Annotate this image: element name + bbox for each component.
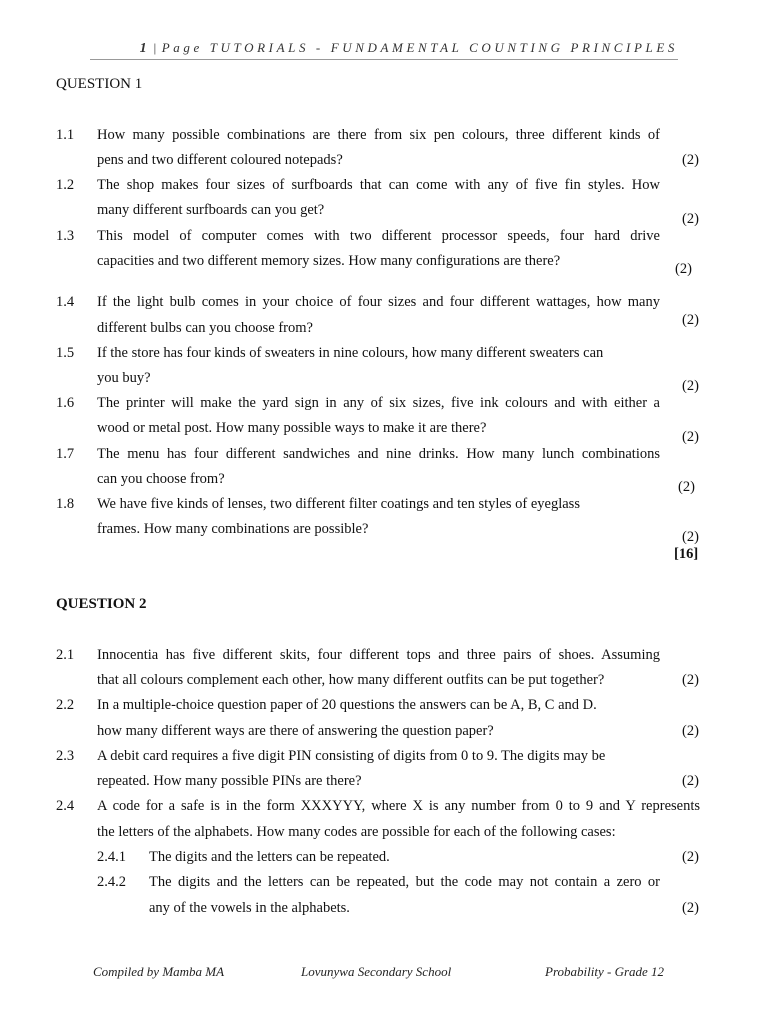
item-text: how many different ways are there of answering the question paper? (97, 723, 494, 739)
item-text: Innocentia has five different skits, four different tops and three pairs of shoes. Assuming (97, 647, 660, 663)
item-text: The menu has four different sandwiches and nine drinks. How many lunch combinations (97, 446, 660, 462)
item-text: wood or metal post. How many possible ways to make it are there? (97, 420, 487, 436)
question-1-total: [16] (674, 546, 699, 562)
item-number: 2.2 (56, 697, 75, 713)
subitem-text: The digits and the letters can be repeated. (149, 849, 390, 865)
item-text: that all colours complement each other, how many different outfits can be put together? (97, 672, 605, 688)
question-2-heading: QUESTION 2 (56, 596, 147, 612)
subitem-number: 2.4.2 (97, 874, 126, 890)
header-separator: | (148, 40, 162, 55)
item-mark: (2) (682, 211, 699, 227)
item-number: 1.5 (56, 345, 75, 361)
subitem-number: 2.4.1 (97, 849, 126, 865)
item-text: In a multiple-choice question paper of 20 questions the answers can be A, B, C and D. (97, 697, 597, 713)
footer-subject: Probability - Grade 12 (545, 964, 665, 979)
question-1-heading: QUESTION 1 (56, 76, 143, 92)
item-mark: (2) (682, 429, 699, 445)
item-mark: (2) (682, 529, 699, 545)
item-mark: (2) (682, 312, 699, 328)
subitem-text: The digits and the letters can be repeated, but the code may not contain a zero or (149, 874, 660, 890)
item-number: 1.1 (56, 127, 75, 143)
header-title: TUTORIALS - FUNDAMENTAL COUNTING PRINCIPLES (209, 40, 678, 55)
item-text: you buy? (97, 370, 151, 386)
item-text: different bulbs can you choose from? (97, 320, 313, 336)
item-number: 1.2 (56, 177, 75, 193)
item-mark: (2) (675, 261, 692, 277)
item-mark: (2) (682, 378, 699, 394)
item-text: If the store has four kinds of sweaters in nine colours, how many different sweaters can (97, 345, 604, 361)
item-text: frames. How many combinations are possible? (97, 521, 369, 537)
item-number: 2.1 (56, 647, 75, 663)
item-text: pens and two different coloured notepads? (97, 152, 343, 168)
item-text: The shop makes four sizes of surfboards that can come with any of five fin styles. How (97, 177, 660, 193)
page-header (90, 40, 678, 57)
footer-school: Lovunywa Secondary School (301, 964, 452, 979)
subitem-text: any of the vowels in the alphabets. (149, 900, 350, 916)
item-number: 1.3 (56, 228, 75, 244)
item-text: A code for a safe is in the form XXXYYY, where X is any number from 0 to 9 and Y represents (97, 798, 700, 814)
item-mark: (2) (682, 152, 699, 168)
item-mark: (2) (682, 672, 699, 688)
item-text: We have five kinds of lenses, two different filter coatings and ten styles of eyeglass (97, 496, 580, 512)
item-mark: (2) (682, 849, 699, 865)
item-number: 1.7 (56, 446, 75, 462)
item-number: 1.6 (56, 395, 75, 411)
item-text: If the light bulb comes in your choice of four sizes and four different wattages, how many (97, 294, 660, 310)
item-mark: (2) (682, 723, 699, 739)
item-mark: (2) (682, 773, 699, 789)
item-text: the letters of the alphabets. How many codes are possible for each of the following cases: (97, 824, 616, 840)
item-number: 1.8 (56, 496, 75, 512)
item-text: How many possible combinations are there from six pen colours, three different kinds of (97, 127, 660, 143)
item-text: can you choose from? (97, 471, 225, 487)
item-text: A debit card requires a five digit PIN consisting of digits from 0 to 9. The digits may be (97, 748, 606, 764)
item-mark: (2) (682, 900, 699, 916)
footer-compiled-by: Compiled by Mamba MA (93, 964, 225, 979)
item-mark: (2) (678, 479, 695, 495)
item-number: 1.4 (56, 294, 75, 310)
item-text: capacities and two different memory sizes. How many configurations are there? (97, 253, 561, 269)
item-number: 2.3 (56, 748, 75, 764)
item-text: The printer will make the yard sign in any of six sizes, five ink colours and with either a (97, 395, 660, 411)
item-number: 2.4 (56, 798, 75, 814)
item-text: repeated. How many possible PINs are there? (97, 773, 362, 789)
item-text: This model of computer comes with two different processor speeds, four hard drive (97, 228, 660, 244)
item-text: many different surfboards can you get? (97, 202, 325, 218)
header-rule (90, 59, 678, 60)
page-word: Page (161, 40, 203, 55)
page-number: 1 (139, 41, 149, 56)
